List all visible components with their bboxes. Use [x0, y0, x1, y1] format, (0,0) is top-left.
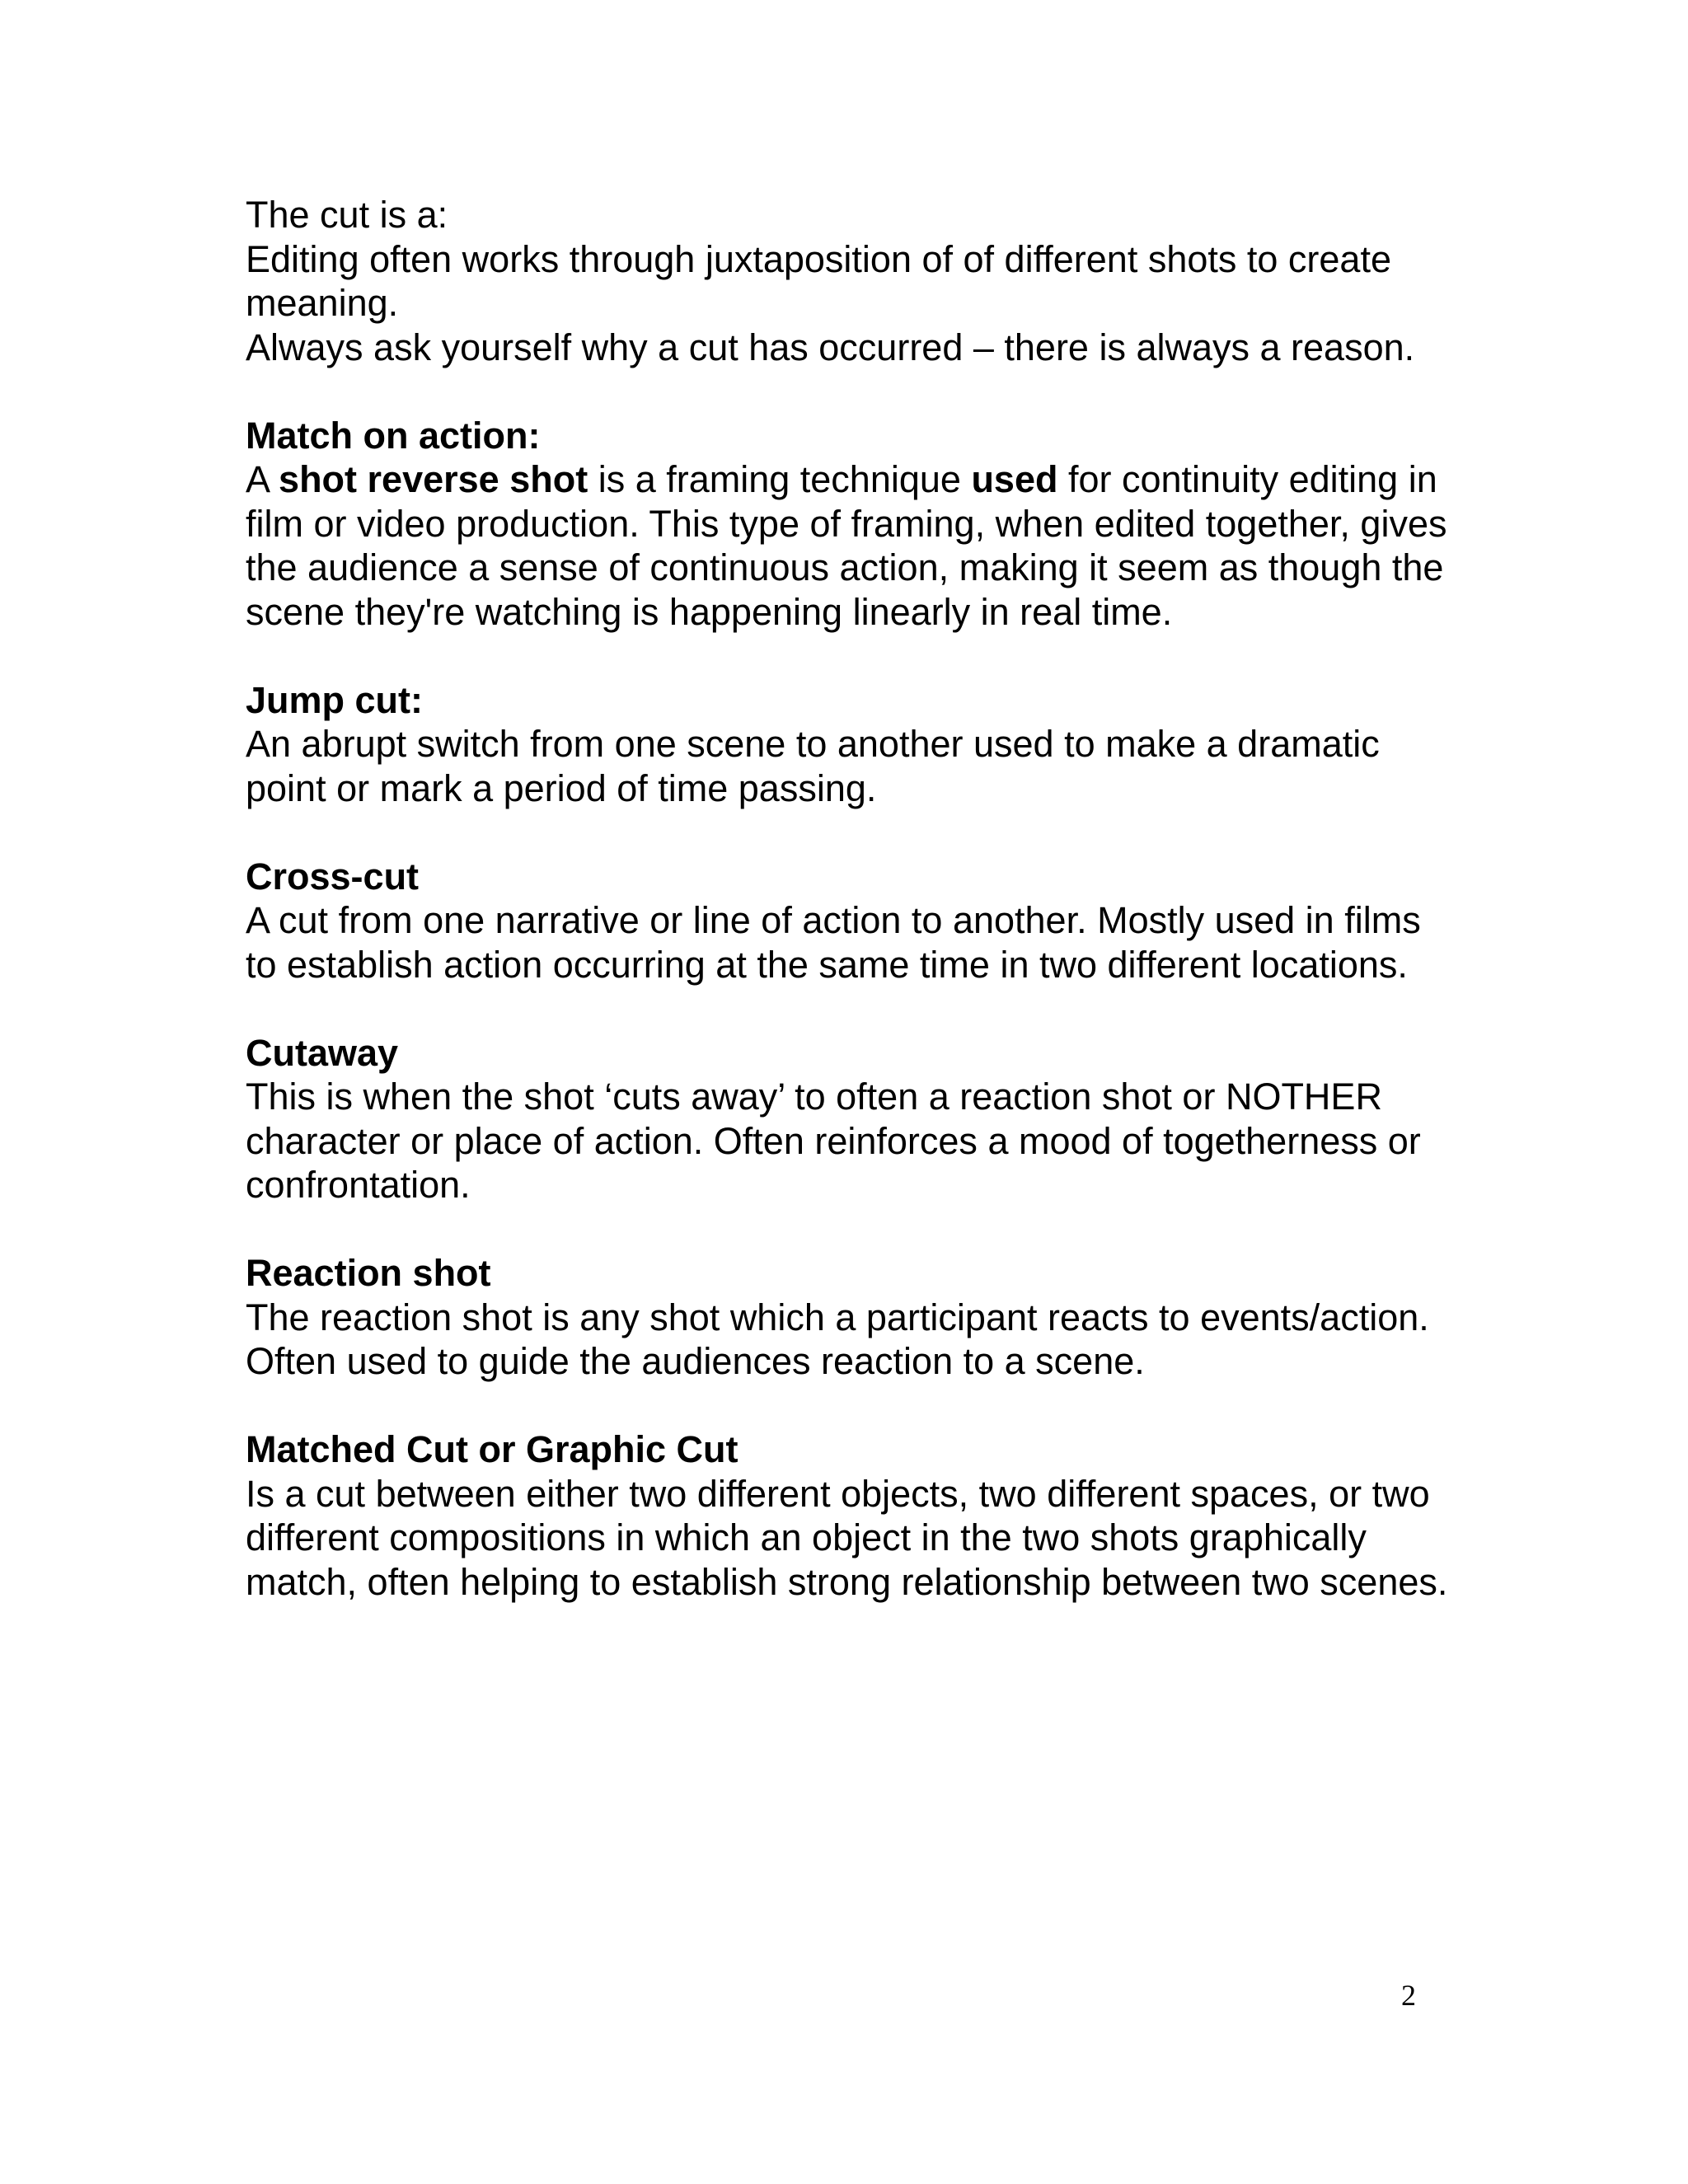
body-match-on-action	[246, 457, 1449, 634]
intro-line-3: Always ask yourself why a cut has occurred – there is always a reason.	[246, 326, 1415, 368]
text-segment: for continuity editing in film or video production. This type of framing, when edited together, gives the audience a sense of continuous action, making it seem as though the scene they're watching is happening linearly in real time.	[246, 458, 1447, 633]
heading-reaction-shot: Reaction shot	[246, 1252, 491, 1294]
intro-line-1: The cut is a:	[246, 194, 448, 236]
heading-matched-cut: Matched Cut or Graphic Cut	[246, 1428, 738, 1470]
bold-term-shot-reverse-shot: shot reverse shot	[279, 458, 588, 500]
body-matched-cut: Is a cut between either two different objects, two different spaces, or two different compositions in which an object in the two shots graphically match, often helping to establish strong relationship between two scenes.	[246, 1472, 1448, 1603]
text-segment: A	[246, 458, 279, 500]
bold-term-used: used	[971, 458, 1058, 500]
heading-match-on-action: Match on action:	[246, 414, 541, 457]
heading-cutaway: Cutaway	[246, 1031, 399, 1074]
body-jump-cut: An abrupt switch from one scene to another used to make a dramatic point or mark a period of time passing.	[246, 723, 1380, 809]
page-number: 2	[1401, 1979, 1416, 2012]
body-cross-cut: A cut from one narrative or line of action to another. Mostly used in films to establish action occurring at the same time in two different locations.	[246, 899, 1421, 986]
body-reaction-shot: The reaction shot is any shot which a participant reacts to events/action. Often used to guide the audiences reaction to a scene.	[246, 1296, 1429, 1382]
body-cutaway: This is when the shot ‘cuts away’ to often a reaction shot or NOTHER character or place of action. Often reinforces a mood of togetherness or confrontation.	[246, 1076, 1421, 1206]
intro-line-2: Editing often works through juxtaposition of of different shots to create meaning.	[246, 237, 1391, 324]
page-content	[246, 193, 1449, 1604]
text-segment: is a framing technique	[588, 458, 972, 500]
heading-cross-cut: Cross-cut	[246, 855, 420, 898]
heading-jump-cut: Jump cut:	[246, 678, 424, 721]
